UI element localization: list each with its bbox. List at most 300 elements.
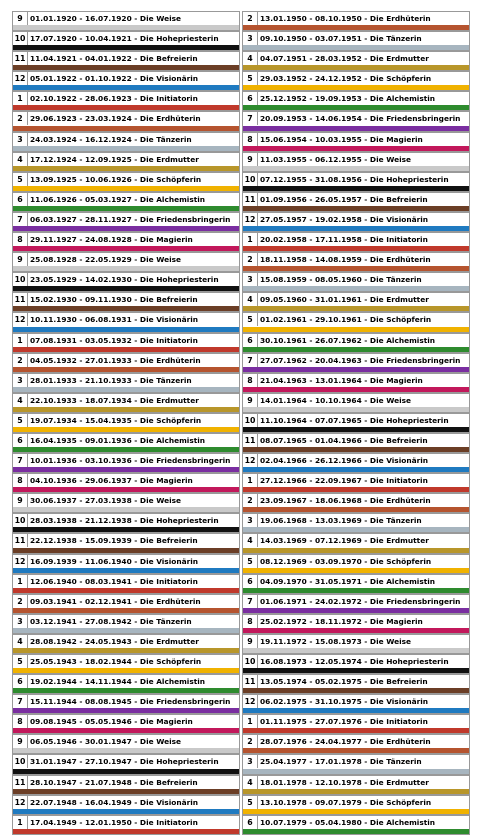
cycle-number: 9 [243,635,258,648]
calendar-row [12,292,240,312]
calendar-row [12,252,240,272]
calendar-row [12,815,240,835]
period-text: 11.03.1955 - 06.12.1955 - Die Weise [260,154,412,164]
cycle-number: 8 [243,615,258,628]
period-text: 19.06.1968 - 13.03.1969 - Die Tänzerin [260,516,422,526]
calendar-row [242,272,470,292]
color-stripe [243,668,469,673]
calendar-row [242,453,470,473]
calendar-row [242,132,470,152]
period-text: 10.07.1979 - 05.04.1980 - Die Alchemistin [260,817,436,827]
period-text: 25.08.1928 - 22.05.1929 - Die Weise [30,255,182,265]
calendar-row [12,51,240,71]
calendar-row [12,734,240,754]
calendar-row [12,91,240,111]
cycle-number: 10 [13,273,28,286]
calendar-row [242,312,470,332]
calendar-row [12,152,240,172]
period-text: 05.01.1922 - 01.10.1922 - Die Visionärin [30,74,199,84]
calendar-row [242,11,470,31]
cycle-number: 4 [13,635,28,648]
calendar-row [242,91,470,111]
color-stripe [13,568,239,573]
color-stripe [13,809,239,814]
color-stripe [13,387,239,392]
color-stripe [13,688,239,693]
cycle-number: 10 [13,32,28,45]
color-stripe [243,65,469,70]
color-stripe [13,85,239,90]
color-stripe [13,769,239,774]
calendar-row [12,11,240,31]
color-stripe [13,447,239,452]
cycle-number: 2 [243,735,258,748]
cycle-number: 5 [13,414,28,427]
period-text: 25.02.1972 - 18.11.1972 - Die Magierin [260,616,423,626]
color-stripe [13,628,239,633]
period-text: 11.10.1964 - 07.07.1965 - Die Hohepriesterin [260,415,449,425]
period-text: 18.01.1978 - 12.10.1978 - Die Erdmutter [260,777,429,787]
cycle-number: 1 [243,474,258,487]
cycle-number: 6 [243,334,258,347]
calendar-row [12,212,240,232]
calendar-row [12,333,240,353]
color-stripe [243,367,469,372]
color-stripe [243,85,469,90]
period-text: 21.04.1963 - 13.01.1964 - Die Magierin [260,375,423,385]
color-stripe [243,226,469,231]
cycle-number: 7 [13,695,28,708]
period-text: 12.06.1940 - 08.03.1941 - Die Initiatorin [30,576,198,586]
period-text: 19.02.1944 - 14.11.1944 - Die Alchemistin [30,677,206,687]
color-stripe [243,789,469,794]
cycle-number: 4 [13,394,28,407]
calendar-row [242,513,470,533]
cycle-number: 11 [243,193,258,206]
color-stripe [13,105,239,110]
period-text: 13.09.1925 - 10.06.1926 - Die Schöpferin [30,174,202,184]
period-text: 06.03.1927 - 28.11.1927 - Die Friedensbringerin [30,214,231,224]
color-stripe [13,246,239,251]
calendar-row [12,775,240,795]
cycle-number: 6 [13,193,28,206]
cycle-number: 3 [243,273,258,286]
color-stripe [243,648,469,653]
calendar-row [242,51,470,71]
calendar-row [242,795,470,815]
calendar-row [242,71,470,91]
color-stripe [13,166,239,171]
period-text: 13.10.1978 - 09.07.1979 - Die Schöpferin [260,797,432,807]
color-stripe [243,126,469,131]
period-text: 30.06.1937 - 27.03.1938 - Die Weise [30,496,182,506]
calendar-row [242,353,470,373]
period-text: 11.04.1921 - 04.01.1922 - Die Befreierin [30,54,198,64]
period-text: 09.03.1941 - 02.12.1941 - Die Erdhüterin [30,596,201,606]
calendar-row [242,433,470,453]
color-stripe [243,266,469,271]
color-stripe [243,105,469,110]
cycle-number: 3 [13,615,28,628]
calendar-row [242,192,470,212]
period-text: 08.07.1965 - 01.04.1966 - Die Befreierin [260,435,428,445]
period-text: 18.11.1958 - 14.08.1959 - Die Erdhüterin [260,255,431,265]
color-stripe [13,126,239,131]
period-text: 23.09.1967 - 18.06.1968 - Die Erdhüterin [260,496,431,506]
cycle-number: 4 [243,776,258,789]
color-stripe [13,427,239,432]
period-text: 23.05.1929 - 14.02.1930 - Die Hohepriesterin [30,275,219,285]
calendar-row [12,754,240,774]
cycle-number: 4 [243,52,258,65]
period-text: 17.12.1924 - 12.09.1925 - Die Erdmutter [30,154,199,164]
left-column [12,11,240,835]
color-stripe [243,146,469,151]
color-stripe [13,25,239,30]
color-stripe [13,65,239,70]
calendar-row [12,473,240,493]
color-stripe [243,327,469,332]
calendar-row [242,594,470,614]
color-stripe [13,728,239,733]
cycle-number: 1 [13,92,28,105]
color-stripe [243,809,469,814]
period-text: 15.02.1930 - 09.11.1930 - Die Befreierin [30,295,198,305]
period-text: 01.02.1961 - 29.10.1961 - Die Schöpferin [260,315,432,325]
period-text: 10.01.1936 - 03.10.1936 - Die Friedensbringerin [30,456,231,466]
cycle-number: 10 [243,173,258,186]
period-text: 20.02.1958 - 17.11.1958 - Die Initiatorin [260,235,428,245]
period-text: 14.01.1964 - 10.10.1964 - Die Weise [260,395,412,405]
period-text: 29.11.1927 - 24.08.1928 - Die Magierin [30,235,193,245]
period-text: 22.07.1948 - 16.04.1949 - Die Visionärin [30,797,199,807]
calendar-row [242,714,470,734]
color-stripe [243,306,469,311]
calendar-row [242,413,470,433]
calendar-row [12,353,240,373]
cycle-number: 12 [13,313,28,326]
color-stripe [13,306,239,311]
period-text: 27.05.1957 - 19.02.1958 - Die Visionärin [260,214,429,224]
period-text: 28.10.1947 - 21.07.1948 - Die Befreierin [30,777,198,787]
cycle-number: 5 [243,796,258,809]
calendar-row [12,513,240,533]
calendar-row [12,634,240,654]
period-text: 01.09.1956 - 26.05.1957 - Die Befreierin [260,194,428,204]
calendar-row [12,433,240,453]
cycle-number: 9 [13,735,28,748]
calendar-row [12,111,240,131]
color-stripe [13,45,239,50]
calendar-row [242,554,470,574]
color-stripe [243,628,469,633]
calendar-row [12,393,240,413]
calendar-row [12,795,240,815]
color-stripe [13,367,239,372]
cycle-number: 1 [243,715,258,728]
period-text: 22.12.1938 - 15.09.1939 - Die Befreierin [30,536,198,546]
calendar-row [242,574,470,594]
calendar-row [12,694,240,714]
calendar-row [242,734,470,754]
color-stripe [243,246,469,251]
calendar-row [12,574,240,594]
cycle-number: 11 [243,675,258,688]
cycle-number: 1 [13,816,28,829]
cycle-number: 12 [13,555,28,568]
color-stripe [243,286,469,291]
cycle-number: 7 [13,213,28,226]
cycle-number: 9 [13,253,28,266]
period-text: 28.01.1933 - 21.10.1933 - Die Tänzerin [30,375,192,385]
color-stripe [13,347,239,352]
color-stripe [13,829,239,834]
color-stripe [243,407,469,412]
calendar-row [242,232,470,252]
calendar-row [242,674,470,694]
calendar-row [242,473,470,493]
cycle-number: 2 [13,354,28,367]
cycle-number: 10 [243,655,258,668]
calendar-row [12,373,240,393]
period-text: 09.10.1950 - 03.07.1951 - Die Tänzerin [260,34,422,44]
period-text: 25.04.1977 - 17.01.1978 - Die Tänzerin [260,757,422,767]
calendar-row [12,31,240,51]
period-text: 16.09.1939 - 11.06.1940 - Die Visionärin [30,556,199,566]
color-stripe [13,186,239,191]
period-text: 25.05.1943 - 18.02.1944 - Die Schöpferin [30,657,202,666]
color-stripe [13,226,239,231]
period-text: 22.10.1933 - 18.07.1934 - Die Erdmutter [30,395,199,405]
calendar-row [242,373,470,393]
period-text: 25.12.1952 - 19.09.1953 - Die Alchemistin [260,94,436,104]
period-text: 29.06.1923 - 23.03.1924 - Die Erdhüterin [30,114,201,124]
period-text: 01.01.1920 - 16.07.1920 - Die Weise [30,14,182,23]
cycle-number: 8 [13,474,28,487]
period-text: 27.12.1966 - 22.09.1967 - Die Initiatorin [260,476,428,486]
period-text: 27.07.1962 - 20.04.1963 - Die Friedensbringerin [260,355,461,365]
color-stripe [243,708,469,713]
cycle-number: 4 [243,293,258,306]
calendar-row [12,554,240,574]
cycle-number: 10 [13,514,28,527]
calendar-row [242,493,470,513]
period-text: 19.07.1934 - 15.04.1935 - Die Schöpferin [30,415,202,425]
color-stripe [13,748,239,753]
calendar-row [12,614,240,634]
period-text: 04.07.1951 - 28.03.1952 - Die Erdmutter [260,54,429,64]
calendar-row [242,292,470,312]
color-stripe [13,467,239,472]
calendar-row [12,533,240,553]
right-column [242,11,470,835]
calendar-row [242,775,470,795]
color-stripe [13,527,239,532]
period-text: 03.12.1941 - 27.08.1942 - Die Tänzerin [30,616,192,626]
period-text: 28.07.1976 - 24.04.1977 - Die Erdhüterin [260,737,431,747]
color-stripe [13,648,239,653]
calendar-row [242,694,470,714]
color-stripe [243,568,469,573]
cycle-number: 1 [243,233,258,246]
cycle-number: 6 [243,816,258,829]
color-stripe [243,206,469,211]
cycle-number: 9 [243,394,258,407]
color-stripe [13,507,239,512]
period-text: 01.11.1975 - 27.07.1976 - Die Initiatorin [260,717,428,727]
cycle-number: 8 [243,133,258,146]
period-text: 28.03.1938 - 21.12.1938 - Die Hohepriesterin [30,516,219,526]
calendar-row [12,172,240,192]
color-stripe [13,146,239,151]
cycle-number: 4 [243,534,258,547]
period-text: 16.08.1973 - 12.05.1974 - Die Hohepriesterin [260,657,449,666]
cycle-number: 12 [243,695,258,708]
period-text: 13.05.1974 - 05.02.1975 - Die Befreierin [260,677,428,687]
cycle-number: 6 [243,92,258,105]
color-stripe [243,688,469,693]
calendar-row [242,393,470,413]
calendar-row [242,172,470,192]
period-text: 24.03.1924 - 16.12.1924 - Die Tänzerin [30,134,192,144]
period-text: 08.12.1969 - 03.09.1970 - Die Schöpferin [260,556,432,566]
period-text: 01.06.1971 - 24.02.1972 - Die Friedensbringerin [260,596,461,606]
calendar-row [12,272,240,292]
calendar-row [12,132,240,152]
calendar-row [242,31,470,51]
calendar-row [12,413,240,433]
period-text: 28.08.1942 - 24.05.1943 - Die Erdmutter [30,636,199,646]
cycle-number: 8 [243,374,258,387]
period-text: 07.12.1955 - 31.08.1956 - Die Hohepriesterin [260,174,449,184]
calendar-row [12,232,240,252]
period-text: 15.11.1944 - 08.08.1945 - Die Friedensbringerin [30,697,231,707]
color-stripe [13,286,239,291]
color-stripe [243,487,469,492]
cycle-number: 9 [13,12,28,25]
color-stripe [243,387,469,392]
calendar-row [12,594,240,614]
cycle-number: 6 [243,575,258,588]
cycle-number: 5 [13,173,28,186]
cycle-number: 7 [243,354,258,367]
cycle-number: 7 [243,112,258,125]
color-stripe [243,447,469,452]
cycle-number: 12 [243,454,258,467]
calendar-row [242,212,470,232]
calendar-row [12,674,240,694]
color-stripe [243,548,469,553]
cycle-number: 3 [13,374,28,387]
period-text: 06.05.1946 - 30.01.1947 - Die Weise [30,737,182,747]
period-text: 10.11.1930 - 06.08.1931 - Die Visionärin [30,315,199,325]
calendar-row [12,493,240,513]
color-stripe [243,588,469,593]
calendar-row [12,71,240,91]
calendar-row [12,714,240,734]
period-text: 04.09.1970 - 31.05.1971 - Die Alchemistin [260,576,436,586]
period-text: 04.05.1932 - 27.01.1933 - Die Erdhüterin [30,355,201,365]
calendar-row [242,815,470,835]
period-text: 04.10.1936 - 29.06.1937 - Die Magierin [30,476,193,486]
period-text: 02.10.1922 - 28.06.1923 - Die Initiatorin [30,94,198,104]
cycle-number: 8 [13,715,28,728]
cycle-number: 8 [13,233,28,246]
period-text: 16.04.1935 - 09.01.1936 - Die Alchemistin [30,435,206,445]
cycle-number: 12 [13,796,28,809]
calendar-row [12,654,240,674]
cycle-number: 3 [243,755,258,768]
cycle-number: 4 [13,153,28,166]
calendar-row [12,312,240,332]
color-stripe [13,708,239,713]
calendar-row [242,333,470,353]
cycle-number: 5 [243,313,258,326]
cycle-number: 11 [13,776,28,789]
color-stripe [243,186,469,191]
color-stripe [13,548,239,553]
period-text: 15.06.1954 - 10.03.1955 - Die Magierin [260,134,423,144]
period-text: 15.08.1959 - 08.05.1960 - Die Tänzerin [260,275,422,285]
color-stripe [13,327,239,332]
calendar-row [242,152,470,172]
color-stripe [13,487,239,492]
period-text: 13.01.1950 - 08.10.1950 - Die Erdhüterin [260,14,431,23]
cycle-number: 2 [243,253,258,266]
cycle-number: 10 [243,414,258,427]
cycle-number: 6 [13,434,28,447]
cycle-number: 7 [243,595,258,608]
color-stripe [243,829,469,834]
period-text: 07.08.1931 - 03.05.1932 - Die Initiatorin [30,335,198,345]
period-text: 09.05.1960 - 31.01.1961 - Die Erdmutter [260,295,429,305]
period-text: 14.03.1969 - 07.12.1969 - Die Erdmutter [260,536,429,546]
period-text: 19.11.1972 - 15.08.1973 - Die Weise [260,636,412,646]
cycle-number: 2 [13,595,28,608]
color-stripe [243,769,469,774]
cycle-number: 3 [243,32,258,45]
color-stripe [13,266,239,271]
cycle-number: 6 [13,675,28,688]
color-stripe [243,25,469,30]
period-text: 29.03.1952 - 24.12.1952 - Die Schöpferin [260,74,432,84]
period-text: 11.06.1926 - 05.03.1927 - Die Alchemistin [30,194,206,204]
period-text: 09.08.1945 - 05.05.1946 - Die Magierin [30,717,193,727]
color-stripe [13,588,239,593]
calendar-row [242,111,470,131]
calendar-row [242,654,470,674]
period-text: 20.09.1953 - 14.06.1954 - Die Friedensbringerin [260,114,461,124]
cycle-number: 9 [13,494,28,507]
cycle-number: 12 [13,72,28,85]
color-stripe [13,668,239,673]
cycle-number: 9 [243,153,258,166]
cycle-number: 2 [13,112,28,125]
cycle-number: 5 [13,655,28,668]
calendar-row [242,754,470,774]
cycle-number: 11 [13,534,28,547]
color-stripe [243,748,469,753]
period-text: 31.01.1947 - 27.10.1947 - Die Hohepriesterin [30,757,219,767]
cycle-number: 2 [243,12,258,25]
color-stripe [243,608,469,613]
calendar-row [242,614,470,634]
cycle-number: 12 [243,213,258,226]
color-stripe [13,206,239,211]
cycle-number: 11 [13,293,28,306]
period-text: 17.07.1920 - 10.04.1921 - Die Hohepriesterin [30,34,219,44]
calendar-row [12,192,240,212]
